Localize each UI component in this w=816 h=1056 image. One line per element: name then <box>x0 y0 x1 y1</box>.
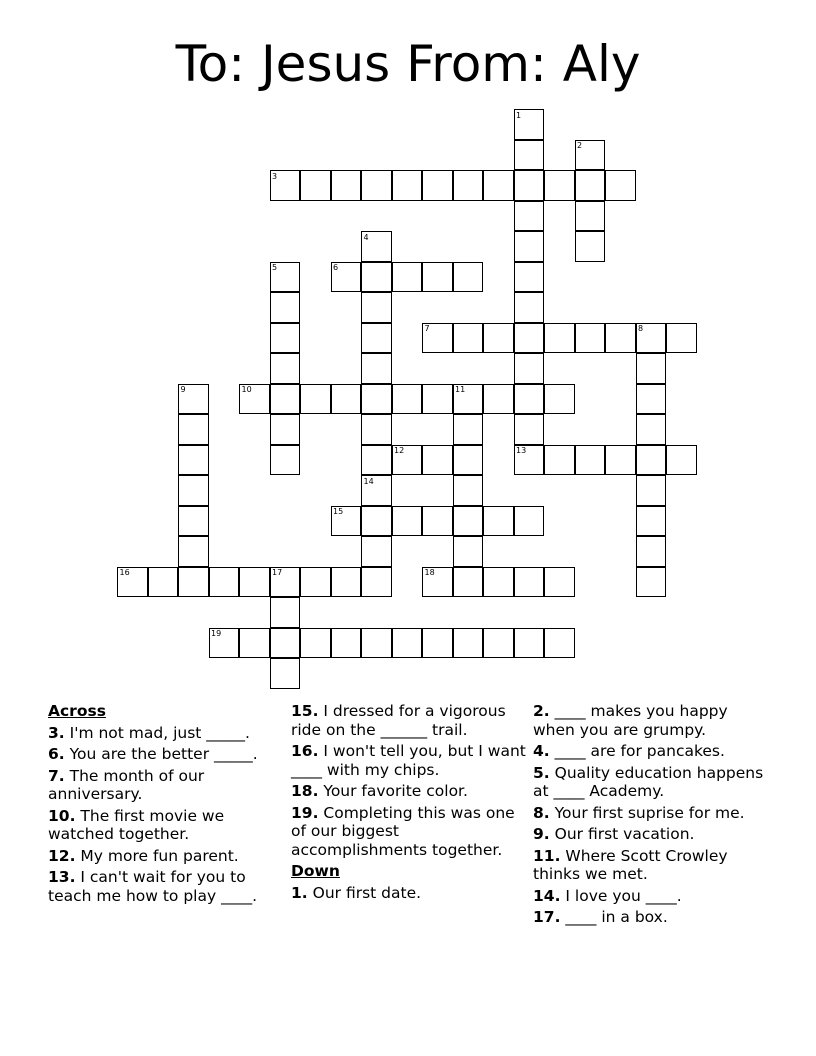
grid-cell[interactable] <box>117 567 148 598</box>
clue-item <box>48 745 280 764</box>
clue-item <box>48 868 280 905</box>
clue-number: 6. <box>48 745 65 763</box>
grid-cell[interactable] <box>514 292 545 323</box>
clue-number: 14. <box>533 886 561 905</box>
grid-clue-number: 19 <box>211 629 222 638</box>
grid-cell[interactable] <box>209 628 240 659</box>
grid-cell[interactable] <box>575 170 606 201</box>
grid-cell[interactable] <box>361 323 392 354</box>
grid-clue-number: 11 <box>455 385 466 394</box>
clue-number: 12. <box>48 846 76 865</box>
grid-cell[interactable] <box>148 567 179 598</box>
grid-cell[interactable] <box>666 323 697 354</box>
grid-cell[interactable] <box>270 628 301 659</box>
grid-cell[interactable] <box>422 323 453 354</box>
grid-cell[interactable] <box>331 170 362 201</box>
grid-clue-number: 1 <box>516 110 522 120</box>
grid-cell[interactable] <box>361 567 392 598</box>
clue-number: 19. <box>291 803 319 822</box>
clue-text: Your first suprise for me. <box>554 803 745 822</box>
clue-number: 7. <box>48 766 65 785</box>
clue-item <box>533 908 773 927</box>
grid-cell[interactable] <box>453 628 484 659</box>
clue-number: 8. <box>533 803 550 822</box>
clue-text: Where Scott Crowley thinks we met. <box>533 846 728 883</box>
grid-cell[interactable] <box>392 384 423 415</box>
grid-clue-number: 4 <box>363 232 369 242</box>
grid-cell[interactable] <box>483 170 514 201</box>
clue-number: 13. <box>48 868 76 886</box>
clue-item <box>48 847 280 866</box>
grid-cell[interactable] <box>514 323 545 354</box>
grid-clue-number: 13 <box>516 446 527 455</box>
grid-cell[interactable] <box>361 536 392 567</box>
grid-cell[interactable] <box>453 506 484 537</box>
clue-text: My more fun parent. <box>80 846 239 865</box>
grid-cell[interactable] <box>209 567 240 598</box>
grid-cell[interactable] <box>361 628 392 659</box>
grid-cell[interactable] <box>361 231 392 262</box>
grid-cell[interactable] <box>636 353 667 384</box>
grid-cell[interactable] <box>514 628 545 659</box>
grid-cell[interactable] <box>270 414 301 445</box>
clue-column-3 <box>533 702 773 930</box>
grid-clue-number: 9 <box>180 385 186 394</box>
grid-cell[interactable] <box>483 567 514 598</box>
grid-cell[interactable] <box>361 506 392 537</box>
grid-cell[interactable] <box>270 262 301 293</box>
grid-cell[interactable] <box>270 384 301 415</box>
clue-text: I love you ____. <box>565 886 682 905</box>
grid-cell[interactable] <box>239 628 270 659</box>
grid-cell[interactable] <box>453 384 484 415</box>
clue-item <box>48 724 280 743</box>
clue-number: 2. <box>533 702 550 720</box>
grid-cell[interactable] <box>361 384 392 415</box>
grid-cell[interactable] <box>514 414 545 445</box>
clue-number: 9. <box>533 825 550 843</box>
grid-cell[interactable] <box>270 292 301 323</box>
clue-item <box>48 807 280 844</box>
grid-cell[interactable] <box>361 170 392 201</box>
grid-cell[interactable] <box>514 170 545 201</box>
grid-cell[interactable] <box>178 567 209 598</box>
grid-cell[interactable] <box>361 292 392 323</box>
grid-cell[interactable] <box>544 628 575 659</box>
grid-cell[interactable] <box>392 628 423 659</box>
grid-cell[interactable] <box>575 445 606 476</box>
grid-cell[interactable] <box>422 445 453 476</box>
grid-cell[interactable] <box>636 445 667 476</box>
grid-cell[interactable] <box>605 323 636 354</box>
grid-cell[interactable] <box>544 384 575 415</box>
grid-cell[interactable] <box>575 201 606 232</box>
grid-cell[interactable] <box>453 475 484 506</box>
clue-item <box>533 847 773 884</box>
clue-item <box>533 764 773 801</box>
grid-cell[interactable] <box>270 658 301 689</box>
grid-cell[interactable] <box>636 506 667 537</box>
grid-cell[interactable] <box>666 445 697 476</box>
grid-cell[interactable] <box>514 445 545 476</box>
grid-cell[interactable] <box>636 414 667 445</box>
grid-cell[interactable] <box>514 140 545 171</box>
grid-cell[interactable] <box>361 353 392 384</box>
grid-cell[interactable] <box>361 475 392 506</box>
clue-item <box>291 804 527 860</box>
clue-item <box>533 825 773 844</box>
clue-text: Our first date. <box>312 883 422 902</box>
grid-clue-number: 10 <box>241 385 252 394</box>
grid-cell[interactable] <box>270 445 301 476</box>
grid-cell[interactable] <box>270 323 301 354</box>
clue-column-2 <box>291 702 527 905</box>
grid-cell[interactable] <box>453 323 484 354</box>
grid-cell[interactable] <box>422 628 453 659</box>
grid-cell[interactable] <box>239 567 270 598</box>
grid-cell[interactable] <box>544 170 575 201</box>
grid-cell[interactable] <box>605 445 636 476</box>
grid-cell[interactable] <box>300 170 331 201</box>
clue-number: 4. <box>533 742 550 760</box>
grid-cell[interactable] <box>636 384 667 415</box>
grid-cell[interactable] <box>575 231 606 262</box>
grid-cell[interactable] <box>575 140 606 171</box>
clue-text: The month of our anniversary. <box>48 766 205 803</box>
clue-text: Your favorite color. <box>323 782 468 800</box>
grid-clue-number: 6 <box>333 263 339 272</box>
grid-clue-number: 2 <box>577 141 583 150</box>
clue-item <box>533 804 773 823</box>
grid-cell[interactable] <box>178 445 209 476</box>
grid-clue-number: 16 <box>119 568 130 577</box>
grid-clue-number: 17 <box>272 568 283 577</box>
clue-item <box>291 884 527 903</box>
grid-cell[interactable] <box>270 597 301 628</box>
grid-cell[interactable] <box>300 628 331 659</box>
grid-cell[interactable] <box>544 323 575 354</box>
grid-cell[interactable] <box>636 567 667 598</box>
clue-text: Completing this was one of our biggest accomplishments together. <box>291 803 515 859</box>
grid-cell[interactable] <box>300 384 331 415</box>
grid-cell[interactable] <box>453 414 484 445</box>
grid-cell[interactable] <box>422 384 453 415</box>
clue-item <box>291 702 527 739</box>
grid-cell[interactable] <box>514 384 545 415</box>
grid-cell[interactable] <box>636 536 667 567</box>
clue-item <box>48 767 280 804</box>
clue-item <box>533 702 773 739</box>
grid-cell[interactable] <box>514 506 545 537</box>
grid-cell[interactable] <box>544 445 575 476</box>
clue-text: ____ in a box. <box>565 908 668 926</box>
page-title: To: Jesus From: Aly <box>175 35 641 93</box>
grid-cell[interactable] <box>514 567 545 598</box>
clue-number: 5. <box>533 763 550 782</box>
clue-text: You are the better _____. <box>69 745 258 763</box>
clue-text: Quality education happens at ____ Academy. <box>533 763 764 800</box>
grid-cell[interactable] <box>514 231 545 262</box>
clue-number: 1. <box>291 883 308 902</box>
grid-cell[interactable] <box>331 506 362 537</box>
grid-clue-number: 8 <box>638 324 644 333</box>
clue-item <box>291 742 527 779</box>
grid-cell[interactable] <box>178 506 209 537</box>
clue-number: 15. <box>291 702 319 720</box>
clue-section-heading: Down <box>291 862 340 880</box>
grid-clue-number: 15 <box>333 507 344 516</box>
grid-cell[interactable] <box>331 567 362 598</box>
clue-text: Our first vacation. <box>554 825 695 843</box>
clue-text: I won't tell you, but I want ____ with my chips. <box>291 742 526 779</box>
grid-cell[interactable] <box>392 170 423 201</box>
clue-item <box>533 742 773 761</box>
grid-cell[interactable] <box>361 445 392 476</box>
grid-cell[interactable] <box>453 536 484 567</box>
grid-cell[interactable] <box>453 170 484 201</box>
clue-text: The first movie we watched together. <box>48 806 225 843</box>
clue-number: 17. <box>533 908 561 926</box>
clue-text: ____ makes you happy when you are grumpy. <box>533 702 728 739</box>
grid-cell[interactable] <box>483 323 514 354</box>
clue-number: 16. <box>291 742 319 760</box>
clue-number: 3. <box>48 723 65 742</box>
grid-cell[interactable] <box>483 384 514 415</box>
grid-cell[interactable] <box>178 414 209 445</box>
grid-cell[interactable] <box>392 506 423 537</box>
grid-cell[interactable] <box>483 506 514 537</box>
grid-clue-number: 5 <box>272 263 278 272</box>
clue-column-1 <box>48 702 280 908</box>
grid-clue-number: 7 <box>424 324 430 333</box>
clue-section-heading: Across <box>48 702 106 720</box>
grid-clue-number: 12 <box>394 446 405 455</box>
clue-number: 18. <box>291 782 319 800</box>
grid-cell[interactable] <box>300 567 331 598</box>
grid-cell[interactable] <box>361 414 392 445</box>
grid-cell[interactable] <box>331 262 362 293</box>
grid-cell[interactable] <box>422 567 453 598</box>
grid-cell[interactable] <box>514 262 545 293</box>
grid-cell[interactable] <box>178 475 209 506</box>
grid-cell[interactable] <box>453 262 484 293</box>
clue-item <box>533 887 773 906</box>
grid-cell[interactable] <box>636 475 667 506</box>
clue-text: I can't wait for you to teach me how to play ____. <box>48 868 258 905</box>
clue-number: 10. <box>48 806 76 825</box>
grid-cell[interactable] <box>514 353 545 384</box>
grid-cell[interactable] <box>239 384 270 415</box>
clue-text: I'm not mad, just _____. <box>69 723 250 742</box>
grid-cell[interactable] <box>178 536 209 567</box>
grid-cell[interactable] <box>422 506 453 537</box>
grid-cell[interactable] <box>483 628 514 659</box>
grid-cell[interactable] <box>422 170 453 201</box>
clue-text: ____ are for pancakes. <box>554 742 725 760</box>
grid-cell[interactable] <box>605 170 636 201</box>
grid-clue-number: 14 <box>363 476 374 486</box>
grid-cell[interactable] <box>544 567 575 598</box>
clue-number: 11. <box>533 846 561 865</box>
grid-cell[interactable] <box>270 353 301 384</box>
grid-cell[interactable] <box>270 170 301 201</box>
clue-item <box>291 782 527 801</box>
grid-cell[interactable] <box>361 262 392 293</box>
grid-cell[interactable] <box>178 384 209 415</box>
grid-cell[interactable] <box>422 262 453 293</box>
grid-cell[interactable] <box>331 384 362 415</box>
grid-clue-number: 18 <box>424 568 435 577</box>
grid-cell[interactable] <box>392 445 423 476</box>
grid-cell[interactable] <box>453 445 484 476</box>
grid-clue-number: 3 <box>272 171 278 181</box>
grid-cell[interactable] <box>575 323 606 354</box>
clue-text: I dressed for a vigorous ride on the ______ trail. <box>291 702 506 739</box>
grid-cell[interactable] <box>514 201 545 232</box>
grid-cell[interactable] <box>270 567 301 598</box>
grid-cell[interactable] <box>331 628 362 659</box>
grid-cell[interactable] <box>453 567 484 598</box>
grid-cell[interactable] <box>636 323 667 354</box>
grid-cell[interactable] <box>514 109 545 140</box>
grid-cell[interactable] <box>392 262 423 293</box>
